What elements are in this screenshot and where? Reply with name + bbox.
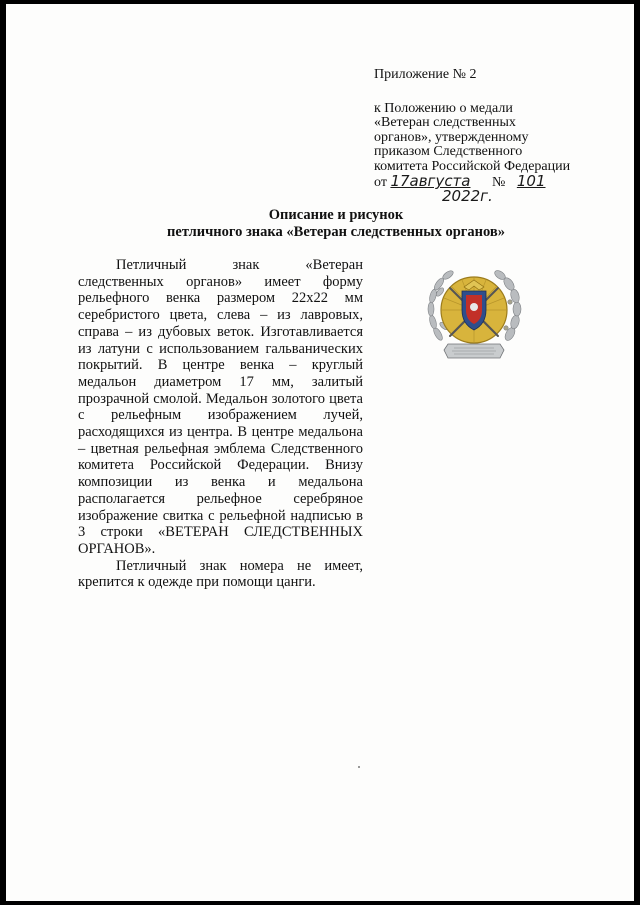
- handwritten-year: 2022г.: [442, 186, 493, 205]
- number-sign: №: [492, 175, 506, 190]
- appendix-line-2: «Ветеран следственных: [374, 115, 516, 130]
- title-line-1: Описание и рисунок: [268, 207, 404, 223]
- veteran-badge-image: [424, 262, 524, 372]
- appendix-number: Приложение № 2: [374, 67, 477, 82]
- document-page: [6, 4, 634, 901]
- handwritten-date: 17августа: [390, 172, 471, 190]
- year-line: [374, 186, 624, 206]
- description-text: [78, 257, 363, 591]
- description-paragraph-2: Петличный знак номера не имеет, крепится к одежде при помощи цанги.: [78, 557, 363, 591]
- handwritten-order-number: 101: [516, 172, 546, 190]
- date-prefix: от: [374, 175, 387, 190]
- appendix-line-3: органов», утвержденному: [374, 129, 529, 145]
- title-line-2: петличного знака «Ветеран следственных органов»: [167, 224, 505, 240]
- appendix-line-5: комитета Российской Федерации: [374, 158, 571, 174]
- appendix-line-1: к Положению о медали: [374, 100, 513, 116]
- scan-speck: [358, 766, 360, 768]
- appendix-line-4: приказом Следственного: [374, 144, 523, 159]
- document-title: [86, 207, 586, 241]
- description-paragraph-1: Петличный знак «Ветеран следственных органов» имеет форму рельефного венка размером 22х22 мм серебристого цвета, слева – из лавровых, справа – из дубовых веток. Изготавливается из латуни с использованием гальванических покрытий. В центре венка – круглый медальон диаметром 17 мм, залитый прозрачной смолой. Медальон золотого цвета с рельефным изображением лучей, расходящихся из центра. В центре медальона – цветная рельефная эмблема Следственного комитета Российской Федерации. Внизу композиции из венка и медальона располагается рельефное серебряное изображение свитка с рельефной надписью в 3 строки «ВЕТЕРАН СЛЕДСТВЕННЫХ ОРГАНОВ».: [78, 257, 363, 557]
- appendix-block: [374, 68, 624, 205]
- rider-icon: [470, 303, 478, 311]
